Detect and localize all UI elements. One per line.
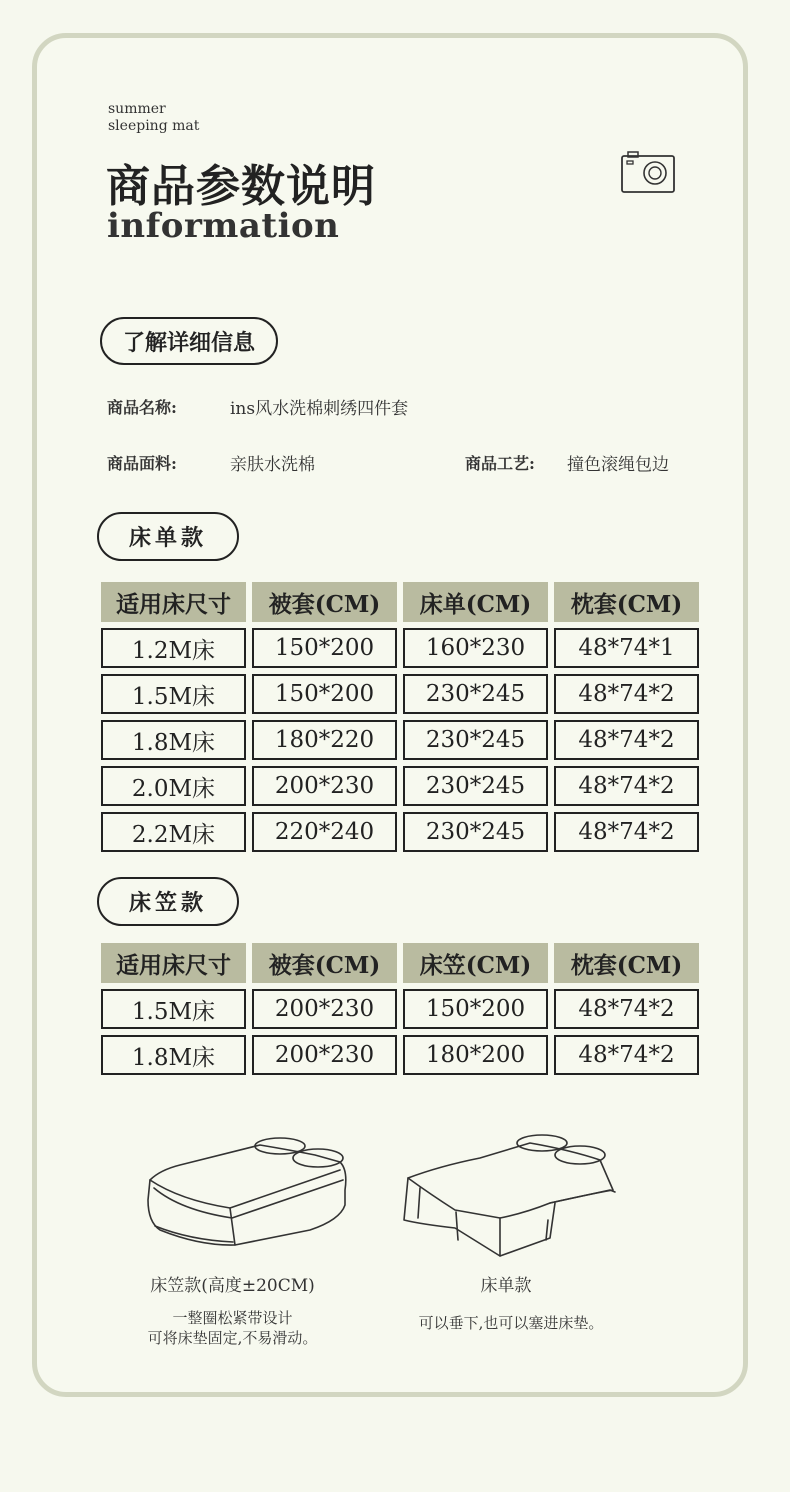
header-bed-size: 适用床尺寸 (101, 943, 246, 983)
cell-sheet: 230*245 (403, 766, 548, 806)
table-row (101, 720, 699, 760)
header-sheet: 床单(CM) (403, 582, 548, 622)
page-title: 商品参数说明 (106, 161, 376, 212)
fitted-sheet-bed-icon (140, 1130, 355, 1255)
cell-pillow: 48*74*2 (554, 989, 699, 1029)
table-header-row (101, 582, 699, 622)
cell-duvet: 200*230 (252, 766, 397, 806)
table-row (101, 674, 699, 714)
cell-sheet: 160*230 (403, 628, 548, 668)
table-row (101, 989, 699, 1029)
cell-pillow: 48*74*2 (554, 674, 699, 714)
cell-bed-size: 1.5M床 (101, 989, 246, 1029)
cell-duvet: 180*220 (252, 720, 397, 760)
header-pillow: 枕套(CM) (554, 943, 699, 983)
cell-sheet: 230*245 (403, 720, 548, 760)
header-duvet: 被套(CM) (252, 582, 397, 622)
cell-fitted: 150*200 (403, 989, 548, 1029)
subtitle-line-1: summer (108, 101, 166, 117)
table-row (101, 812, 699, 852)
name-label: 商品名称: (107, 398, 177, 417)
cell-bed-size: 1.2M床 (101, 628, 246, 668)
table-row (101, 766, 699, 806)
fitted-caption: 床笠款(高度±20CM) (150, 1276, 315, 1296)
cell-duvet: 150*200 (252, 628, 397, 668)
cell-duvet: 200*230 (252, 1035, 397, 1075)
cell-bed-size: 2.0M床 (101, 766, 246, 806)
cell-pillow: 48*74*2 (554, 766, 699, 806)
cell-duvet: 150*200 (252, 674, 397, 714)
subtitle-line-2: sleeping mat (108, 118, 200, 134)
craft-label: 商品工艺: (465, 454, 535, 473)
sheet-size-table (95, 576, 705, 858)
cell-duvet: 220*240 (252, 812, 397, 852)
details-section-pill: 了解详细信息 (100, 317, 278, 365)
header-pillow: 枕套(CM) (554, 582, 699, 622)
cell-pillow: 48*74*2 (554, 720, 699, 760)
header-bed-size: 适用床尺寸 (101, 582, 246, 622)
cell-bed-size: 1.8M床 (101, 720, 246, 760)
cell-pillow: 48*74*2 (554, 1035, 699, 1075)
camera-icon (620, 151, 676, 195)
cell-bed-size: 2.2M床 (101, 812, 246, 852)
table-row (101, 628, 699, 668)
craft-value: 撞色滚绳包边 (567, 455, 669, 475)
cell-bed-size: 1.5M床 (101, 674, 246, 714)
table-header-row (101, 943, 699, 983)
cell-bed-size: 1.8M床 (101, 1035, 246, 1075)
cell-duvet: 200*230 (252, 989, 397, 1029)
sheet-note: 可以垂下,也可以塞进床垫。 (418, 1314, 604, 1332)
fabric-label: 商品面料: (107, 454, 177, 473)
fabric-value: 亲肤水洗棉 (230, 455, 315, 475)
cell-pillow: 48*74*2 (554, 812, 699, 852)
header-fitted: 床笠(CM) (403, 943, 548, 983)
cell-sheet: 230*245 (403, 674, 548, 714)
name-value: ins风水洗棉刺绣四件套 (230, 399, 409, 419)
cell-fitted: 180*200 (403, 1035, 548, 1075)
page-title-en: information (107, 206, 340, 246)
header-duvet: 被套(CM) (252, 943, 397, 983)
cell-sheet: 230*245 (403, 812, 548, 852)
fitted-note-line-2: 可将床垫固定,不易滑动。 (147, 1329, 318, 1347)
fitted-note-line-1: 一整圈松紧带设计 (172, 1309, 293, 1327)
sheet-section-pill: 床单款 (97, 512, 239, 561)
table-row (101, 1035, 699, 1075)
fitted-size-table (95, 937, 705, 1081)
cell-pillow: 48*74*1 (554, 628, 699, 668)
flat-sheet-bed-icon (400, 1128, 620, 1260)
sheet-caption: 床单款 (480, 1276, 532, 1296)
fitted-section-pill: 床笠款 (97, 877, 239, 926)
